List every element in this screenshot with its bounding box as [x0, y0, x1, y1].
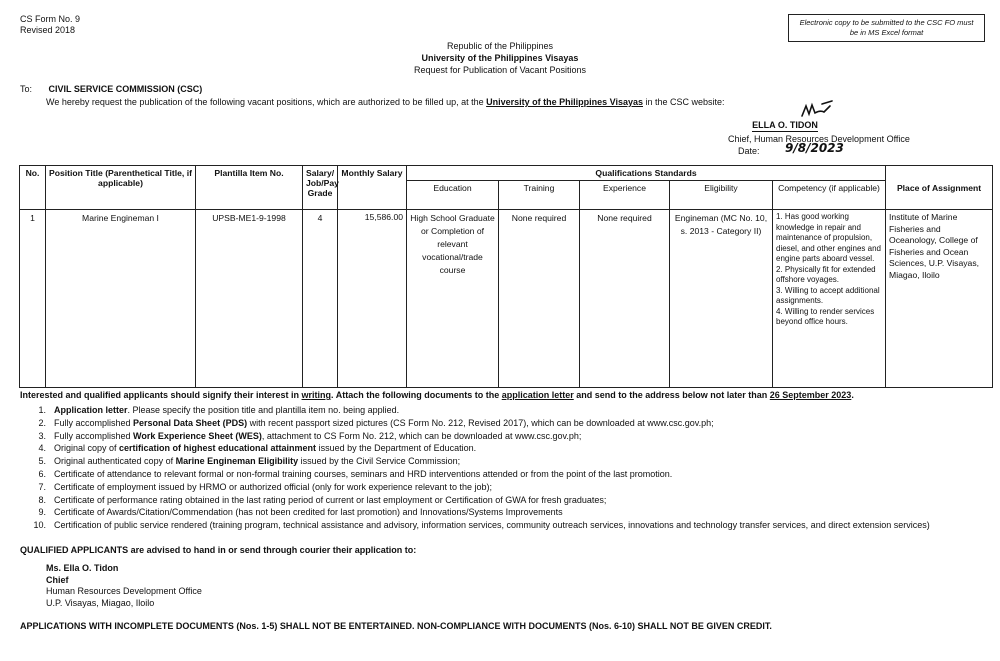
row-education: High School Graduate or Completion of relevant vocational/trade course — [407, 210, 499, 388]
university-name: University of the Philippines Visayas — [421, 53, 579, 63]
interest-writing: writing — [301, 390, 332, 400]
request-title: Request for Publication of Vacant Positions — [414, 65, 586, 75]
item-number: 2. — [38, 417, 46, 428]
competency-item: 2. Physically fit for extended offshore voyages. — [776, 264, 876, 284]
header-training: Training — [499, 181, 580, 210]
item-number: 1. — [38, 405, 46, 415]
item-number: 4. — [38, 443, 46, 454]
item-number: 9. — [38, 507, 46, 518]
row-plantilla: UPSB-ME1-9-1998 — [196, 210, 303, 388]
row-position: Marine Engineman I — [46, 210, 196, 388]
item-text: Certificate of attendance to relevant formal or non-formal training courses, seminars and HRD interventions attended or from the point of the last promotion. — [54, 468, 673, 479]
interest-text: Interested and qualified applicants should signify their interest in — [20, 390, 302, 400]
header-monthly-salary: Monthly Salary — [338, 166, 407, 210]
qualified-applicants-note: QUALIFIED APPLICANTS are advised to hand in or send through courier their application to: — [20, 545, 417, 555]
item-number: 8. — [38, 494, 46, 505]
header-salary-grade: Salary/ Job/Pay Grade — [303, 166, 338, 210]
signatory-name-block — [660, 120, 910, 130]
item-number: 5. — [38, 456, 46, 467]
row-competency — [773, 210, 886, 388]
list-item — [20, 494, 930, 507]
row-training: None required — [499, 210, 580, 388]
header-competency: Competency (if applicable) — [773, 181, 886, 210]
item-text: , attachment to CS Form No. 212, which can be downloaded at www.csc.gov.ph; — [261, 430, 582, 441]
to-label: To: — [20, 84, 33, 94]
signatory-name: ELLA O. TIDON — [752, 120, 818, 130]
list-item — [20, 455, 930, 468]
item-text: issued by the Civil Service Commission; — [298, 456, 461, 467]
item-text: Certificate of employment issued by HRMO or authorized official (only for work experience relevant to the job); — [54, 481, 493, 492]
header-plantilla: Plantilla Item No. — [196, 166, 303, 210]
item-number: 10. — [33, 520, 46, 531]
mailing-address — [46, 563, 202, 609]
item-text: issued by the Department of Education. — [316, 443, 477, 454]
request-statement — [46, 97, 725, 107]
list-item — [20, 442, 930, 455]
item-text: . Please specify the position title and plantilla item no. being applied. — [127, 405, 400, 415]
item-text: Original authenticated copy of — [54, 456, 176, 467]
form-id — [20, 14, 80, 36]
item-number: 6. — [38, 468, 46, 479]
address-location: U.P. Visayas, Miagao, Iloilo — [46, 597, 155, 608]
date-label: Date: — [738, 146, 760, 156]
republic-label: Republic of the Philippines — [446, 41, 554, 51]
table-row — [20, 210, 993, 388]
form-number: CS Form No. 9 — [20, 14, 81, 24]
header-eligibility: Eligibility — [670, 181, 773, 210]
incomplete-documents-warning: APPLICATIONS WITH INCOMPLETE DOCUMENTS (Nos. 1-5) SHALL NOT BE ENTERTAINED. NON-COMPLIANCE WITH DOCUMENTS (Nos. 6-10) SHALL NOT BE GIVEN CREDIT. — [20, 621, 772, 631]
address-office: Human Resources Development Office — [46, 586, 202, 596]
item-bold: Personal Data Sheet (PDS) — [133, 417, 248, 428]
competency-item: 4. Willing to render services beyond office hours. — [776, 306, 875, 326]
header-no: No. — [20, 166, 46, 210]
item-text: Original copy of — [54, 443, 120, 454]
request-text-after: in the CSC website: — [643, 97, 725, 107]
electronic-copy-note — [788, 14, 985, 42]
signature — [800, 100, 840, 120]
row-salary-grade: 4 — [303, 210, 338, 388]
row-no: 1 — [20, 210, 46, 388]
item-number: 7. — [38, 481, 46, 492]
list-item — [20, 404, 930, 417]
header-experience: Experience — [580, 181, 670, 210]
item-bold: Work Experience Sheet (WES) — [133, 430, 262, 441]
ecopy-line-2: be in MS Excel format — [849, 28, 924, 37]
item-text: with recent passport sized pictures (CS Form No. 212, Revised 2017), which can be downloaded at www.csc.gov.ph; — [247, 417, 714, 428]
address-position: Chief — [46, 574, 69, 585]
recipient: CIVIL SERVICE COMMISSION (CSC) — [48, 84, 203, 94]
competency-item: 3. Willing to accept additional assignments. — [776, 285, 880, 305]
item-text: Certificate of performance rating obtained in the last rating period of current or last employment or Certification of GWA for fresh graduates; — [54, 494, 607, 505]
to-line — [20, 84, 202, 94]
signatory-title: Chief, Human Resources Development Office — [728, 134, 910, 144]
ecopy-line-1: Electronic copy to be submitted to the CSC FO must — [799, 18, 974, 27]
item-text: Fully accomplished — [54, 417, 134, 428]
interest-application-letter: application letter — [501, 390, 574, 400]
list-item — [20, 468, 930, 481]
form-revision: Revised 2018 — [20, 25, 76, 35]
document-header — [0, 40, 1000, 76]
row-monthly-salary: 15,586.00 — [338, 210, 407, 388]
interest-text: . Attach the following documents to the — [331, 390, 502, 400]
required-documents-list — [20, 404, 930, 532]
header-position: Position Title (Parenthetical Title, if applicable) — [46, 166, 196, 210]
list-item — [20, 519, 930, 532]
item-bold: Application letter — [54, 405, 128, 415]
item-bold: Marine Engineman Eligibility — [175, 456, 299, 467]
list-item — [20, 430, 930, 443]
interest-text: . — [851, 390, 854, 400]
header-education: Education — [407, 181, 499, 210]
item-text: Fully accomplished — [54, 430, 134, 441]
request-text-before: We hereby request the publication of the following vacant positions, which are authorized to be filled up, at the — [46, 97, 487, 107]
row-eligibility: Engineman (MC No. 10, s. 2013 - Category II) — [670, 210, 773, 388]
agency-name: University of the Philippines Visayas — [486, 97, 643, 107]
list-item — [20, 481, 930, 494]
header-qualifications: Qualifications Standards — [407, 166, 886, 181]
interest-statement — [20, 390, 854, 400]
competency-item: 1. Has good working knowledge in repair and maintenance of propulsion, diesel, and other engines and engine parts aboard vessel. — [776, 212, 881, 263]
item-text: Certification of public service rendered (training program, technical assistance and advisory, information services, community outreach services, innovations and technology transfer services, and direct extension services) — [54, 520, 930, 531]
row-experience: None required — [580, 210, 670, 388]
date-value: 9/8/2023 — [785, 141, 844, 155]
deadline-date: 26 September 2023 — [769, 390, 852, 400]
item-number: 3. — [38, 430, 46, 441]
vacancy-table — [19, 165, 993, 388]
header-place: Place of Assignment — [886, 166, 993, 210]
address-name: Ms. Ella O. Tidon — [46, 563, 119, 573]
interest-text: and send to the address below not later than — [573, 390, 770, 400]
item-bold: certification of highest educational attainment — [119, 443, 317, 454]
item-text: Certificate of Awards/Citation/Commendation (has not been credited for last promotion) and Innovations/Systems Improvements — [54, 507, 563, 518]
list-item — [20, 506, 930, 519]
list-item — [20, 417, 930, 430]
row-place: Institute of Marine Fisheries and Oceanology, College of Fisheries and Ocean Sciences, U.P. Visayas, Miagao, Iloilo — [886, 210, 993, 388]
